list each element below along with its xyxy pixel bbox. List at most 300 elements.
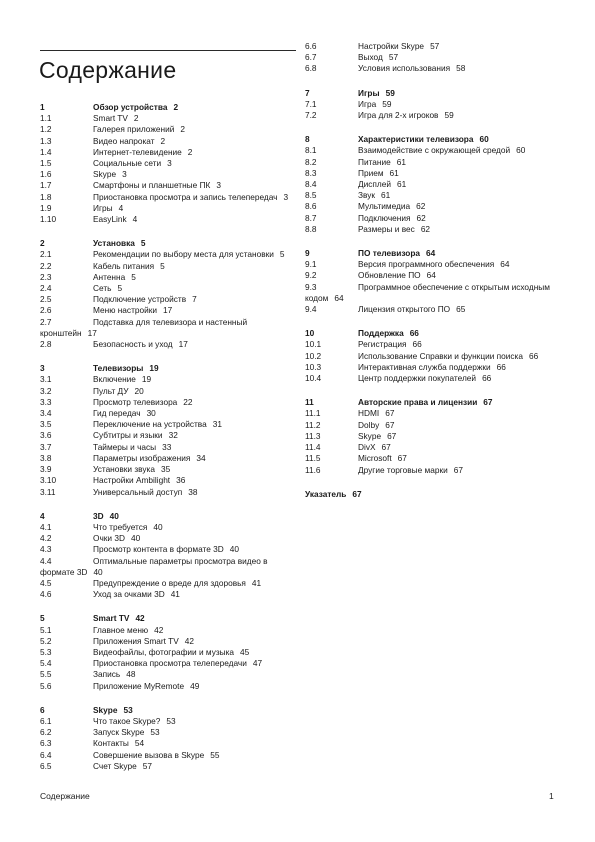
- page-number: 5: [131, 271, 136, 282]
- toc-entry-row[interactable]: [40, 180, 302, 191]
- entry-title: Видеофайлы, фотографии и музыка: [93, 646, 235, 657]
- entry-number: 8.5: [305, 190, 317, 201]
- entry-number: 6.3: [40, 738, 52, 749]
- entry-number: 2.7: [40, 316, 52, 327]
- toc-entry-row[interactable]: [40, 669, 302, 680]
- toc-entry-row[interactable]: [305, 201, 567, 212]
- chapter-number: 9: [305, 248, 310, 259]
- entry-title: Размеры и вес: [358, 223, 415, 234]
- entry-title: Условия использования: [358, 63, 451, 74]
- entry-number: 11.1: [305, 408, 321, 419]
- entry-title: Запуск Skype: [93, 727, 145, 738]
- page-number: 19: [149, 363, 159, 374]
- page-number: 20: [134, 385, 144, 396]
- toc-entry-row[interactable]: [40, 727, 302, 738]
- page-number: 33: [162, 441, 172, 452]
- chapter-title: ПО телевизора: [358, 248, 421, 259]
- toc-entry-row[interactable]: [40, 464, 302, 475]
- toc-entry-row[interactable]: [40, 761, 302, 772]
- entry-title: Интерактивная служба поддержки: [358, 361, 491, 372]
- toc-entry-row[interactable]: [40, 408, 302, 419]
- toc-entry-row[interactable]: [40, 147, 302, 158]
- toc-entry-row[interactable]: [40, 738, 302, 749]
- page-number: 67: [385, 408, 395, 419]
- entry-number: 3.6: [40, 430, 52, 441]
- page-number: 42: [154, 624, 164, 635]
- toc-entry-row[interactable]: [305, 190, 567, 201]
- toc-entry-row[interactable]: [40, 283, 302, 294]
- page-number: 35: [160, 464, 171, 475]
- toc-entry-row[interactable]: [40, 430, 302, 441]
- entry-number: 6.5: [40, 760, 52, 771]
- page-number: 57: [142, 760, 152, 771]
- entry-title: Установки звука: [93, 464, 155, 475]
- entry-number: 4.5: [40, 577, 52, 588]
- page-number: 41: [170, 589, 180, 600]
- entry-number: 5.2: [40, 635, 52, 646]
- chapter-number: 10: [305, 328, 315, 339]
- toc-entry-row[interactable]: [305, 304, 567, 315]
- entry-title: Запись: [93, 669, 121, 680]
- page-number: 64: [334, 292, 344, 303]
- page-number: 67: [483, 397, 493, 408]
- toc-section: [40, 705, 302, 772]
- page-number: 17: [163, 305, 173, 316]
- entry-number: 9.4: [305, 304, 317, 315]
- page-number: 3: [167, 158, 172, 169]
- toc-entry-row[interactable]: [40, 681, 302, 692]
- entry-number: 1.6: [40, 169, 52, 180]
- entry-title: Дисплей: [358, 179, 391, 190]
- page-number: 62: [416, 201, 426, 212]
- toc-chapter-row[interactable]: [305, 328, 567, 339]
- entry-number: 2.3: [40, 271, 52, 282]
- chapter-title: 3D: [93, 510, 104, 521]
- entry-title: Smart TV: [93, 113, 128, 124]
- entry-number: 6.8: [305, 63, 317, 74]
- toc-entry-row[interactable]: [40, 124, 302, 135]
- entry-title: Предупреждение о вреде для здоровья: [93, 577, 246, 588]
- page-number: 62: [416, 212, 426, 223]
- entry-title: DivX: [358, 442, 376, 453]
- entry-title: Сеть: [93, 283, 112, 294]
- toc-entry-row[interactable]: [40, 658, 302, 669]
- toc-entry-row[interactable]: [305, 179, 567, 190]
- page-number: 40: [109, 510, 119, 521]
- entry-title: Регистрация: [358, 339, 407, 350]
- toc-entry-row[interactable]: [40, 203, 302, 214]
- toc-chapter-row[interactable]: [40, 238, 302, 249]
- toc-entry-row[interactable]: [40, 386, 302, 397]
- toc-entry-row[interactable]: [40, 750, 302, 761]
- entry-number: 11.3: [305, 430, 321, 441]
- page-number: 61: [389, 167, 399, 178]
- toc-entry-row[interactable]: [40, 522, 302, 533]
- toc-entry-row[interactable]: [305, 453, 567, 464]
- entry-number: 7.2: [305, 110, 317, 121]
- page-number: 2: [180, 124, 185, 135]
- chapter-number: 2: [40, 238, 45, 249]
- entry-number: 8.6: [305, 201, 317, 212]
- page-number: 53: [166, 715, 176, 726]
- toc-section: [305, 328, 567, 384]
- entry-number: 2.1: [40, 249, 52, 260]
- page-number: 31: [212, 419, 222, 430]
- toc-chapter-row[interactable]: [40, 511, 302, 522]
- entry-title: Центр поддержки покупателей: [358, 373, 477, 384]
- page-number: 59: [382, 98, 392, 109]
- entry-title: Лицензия открытого ПО: [358, 304, 451, 315]
- page-number: 65: [456, 304, 466, 315]
- entry-title: Прием: [358, 167, 384, 178]
- entry-number: 6.1: [40, 715, 52, 726]
- toc-chapter-row[interactable]: [40, 102, 302, 113]
- entry-title: Параметры изображения: [93, 452, 191, 463]
- page-number: 17: [87, 327, 97, 338]
- page-number: 32: [168, 430, 178, 441]
- chapter-title: Обзор устройства: [93, 102, 168, 112]
- toc-entry-row[interactable]: [40, 544, 302, 555]
- toc-entry-row[interactable]: [40, 419, 302, 430]
- toc-chapter-row[interactable]: [40, 705, 302, 716]
- chapter-number: 6: [40, 704, 45, 715]
- toc-entry-row[interactable]: [40, 716, 302, 727]
- chapter-number: 8: [305, 134, 310, 145]
- entry-title: Игра: [358, 98, 377, 109]
- entry-number: 3.7: [40, 441, 52, 452]
- entry-number: 4.6: [40, 589, 52, 600]
- toc-section: [305, 88, 567, 122]
- toc-entry-row[interactable]: [40, 294, 302, 305]
- entry-title: Приложение MyRemote: [93, 680, 185, 691]
- entry-title: Счет Skype: [93, 760, 137, 771]
- entry-title: Безопасность и уход: [93, 339, 173, 350]
- page-number: 67: [381, 442, 391, 453]
- page-number: 2: [173, 102, 179, 112]
- toc-entry-row[interactable]: [40, 397, 302, 408]
- entry-number: 8.1: [305, 145, 317, 156]
- page-number: 36: [176, 475, 186, 486]
- entry-number: 1.2: [40, 124, 52, 135]
- page-number: 30: [146, 408, 156, 419]
- entry-title: Microsoft: [358, 453, 392, 464]
- entry-title: Включение: [93, 374, 136, 385]
- toc-entry-row[interactable]: [305, 259, 567, 270]
- entry-title: Уход за очками 3D: [93, 589, 165, 600]
- toc-entry-row[interactable]: [40, 533, 302, 544]
- toc-section: [305, 397, 567, 475]
- entry-number: 2.6: [40, 305, 52, 316]
- entry-title: Приложения Smart TV: [93, 635, 179, 646]
- page-number: 60: [516, 145, 526, 156]
- title-rule: [40, 50, 296, 51]
- entry-title: Skype: [358, 430, 382, 441]
- toc-section: [40, 102, 302, 225]
- entry-title: Подключения: [358, 212, 411, 223]
- entry-number: 1.8: [40, 191, 52, 202]
- entry-title: Совершение вызова в Skype: [93, 749, 205, 760]
- entry-title: Версия программного обеспечения: [358, 259, 495, 270]
- page-number: 53: [123, 704, 133, 715]
- entry-title: Питание: [358, 156, 391, 167]
- page-number: 47: [252, 658, 263, 669]
- page-number: 67: [352, 488, 362, 499]
- entry-number: 4.4: [40, 555, 52, 566]
- toc-entry-row[interactable]: [40, 249, 302, 260]
- page-number: 3: [122, 169, 127, 180]
- page-number: 60: [479, 134, 489, 145]
- toc-entry-row[interactable]: [40, 305, 302, 316]
- entry-number: 8.2: [305, 156, 317, 167]
- page-number: 53: [150, 727, 160, 738]
- toc-entry-row[interactable]: [40, 442, 302, 453]
- toc-right-column: [305, 41, 567, 500]
- entry-number: 8.4: [305, 179, 317, 190]
- toc-entry-row[interactable]: [40, 647, 302, 658]
- page-number: 58: [456, 63, 466, 74]
- page-number: 67: [397, 453, 407, 464]
- chapter-title: Smart TV: [93, 613, 130, 624]
- entry-number: 11.6: [305, 464, 321, 475]
- entry-title: Звук: [358, 190, 376, 201]
- toc-entry-row[interactable]: [40, 214, 302, 225]
- entry-number: 11.5: [305, 453, 321, 464]
- page-number: 57: [430, 41, 440, 51]
- toc-entry-row[interactable]: [305, 213, 567, 224]
- entry-number: 2.4: [40, 283, 52, 294]
- toc-entry-row[interactable]: [305, 63, 567, 74]
- toc-entry-row[interactable]: [305, 420, 567, 431]
- toc-section: [305, 248, 567, 315]
- entry-number: 1.10: [40, 214, 57, 225]
- toc-chapter-row[interactable]: [305, 88, 567, 99]
- entry-title: Настройки Skype: [358, 41, 425, 51]
- entry-number: 10.2: [305, 350, 322, 361]
- page-number: 49: [190, 680, 200, 691]
- page-number: 40: [130, 533, 141, 544]
- page-number: 55: [210, 749, 220, 760]
- chapter-title: Игры: [358, 87, 380, 98]
- toc-entry-row[interactable]: [40, 158, 302, 169]
- toc-entry-row[interactable]: [305, 282, 567, 304]
- entry-title: Видео напрокат: [93, 135, 155, 146]
- entry-number: 10.1: [305, 339, 322, 350]
- toc-entry-row[interactable]: [40, 487, 302, 498]
- page-number: 5: [160, 260, 165, 271]
- toc-entry-row[interactable]: [40, 589, 302, 600]
- toc-entry-row[interactable]: [305, 442, 567, 453]
- page-number: 67: [385, 419, 395, 430]
- page-number: 62: [420, 223, 431, 234]
- chapter-number: 3: [40, 363, 45, 374]
- entry-number: 8.3: [305, 167, 317, 178]
- page-number: 38: [188, 486, 198, 497]
- toc-entry-row[interactable]: [40, 636, 302, 647]
- entry-title: Контакты: [93, 738, 129, 749]
- toc-entry-row[interactable]: [40, 261, 302, 272]
- toc-section: [305, 41, 567, 75]
- entry-number: 9.1: [305, 259, 317, 270]
- entry-title: Переключение на устройства: [93, 419, 207, 430]
- page-number: 64: [500, 259, 510, 270]
- entry-number: 5.4: [40, 658, 52, 669]
- chapter-title: Поддержка: [358, 328, 404, 339]
- page-number: 61: [397, 179, 407, 190]
- toc-entry-row[interactable]: [305, 270, 567, 281]
- toc-entry-row[interactable]: [305, 41, 567, 52]
- toc-entry-row[interactable]: [305, 157, 567, 168]
- toc-entry-row[interactable]: [305, 168, 567, 179]
- entry-title: HDMI: [358, 408, 380, 419]
- entry-title: Очки 3D: [93, 533, 125, 544]
- page-number: 34: [196, 452, 206, 463]
- entry-number: 10.4: [305, 373, 322, 384]
- entry-number: 3.1: [40, 374, 52, 385]
- page-number: 59: [444, 110, 454, 121]
- entry-number: 3.8: [40, 452, 52, 463]
- toc-entry-row[interactable]: [40, 625, 302, 636]
- toc-section: [40, 511, 302, 601]
- toc-entry-row[interactable]: [305, 145, 567, 156]
- entry-number: 3.11: [40, 486, 56, 497]
- toc-entry-row[interactable]: [305, 52, 567, 63]
- entry-title: Интернет-телевидение: [93, 146, 182, 157]
- page-number: 5: [117, 283, 123, 294]
- toc-entry-row[interactable]: [40, 578, 302, 589]
- entry-title: Кабель питания: [93, 260, 155, 271]
- toc-entry-row[interactable]: [40, 169, 302, 180]
- toc-entry-row[interactable]: [305, 99, 567, 110]
- entry-number: 1.5: [40, 158, 52, 169]
- entry-number: 6.6: [305, 41, 317, 51]
- toc-entry-row[interactable]: [40, 272, 302, 283]
- toc-entry-row[interactable]: [40, 475, 302, 486]
- entry-number: 3.10: [40, 475, 57, 486]
- page-number: 67: [453, 464, 463, 475]
- entry-title: Программное обеспечение с открытым исходным кодом: [305, 281, 550, 303]
- entry-number: 6.7: [305, 52, 317, 63]
- entry-number: 1.3: [40, 135, 52, 146]
- page-number: 17: [178, 339, 188, 350]
- entry-title: Приостановка просмотра и запись телепередач: [93, 191, 278, 202]
- toc-entry-row[interactable]: [40, 136, 302, 147]
- page-number: 67: [387, 430, 397, 441]
- toc-entry-row[interactable]: [305, 339, 567, 350]
- entry-title: Универсальный доступ: [93, 486, 183, 497]
- toc-entry-row[interactable]: [305, 431, 567, 442]
- entry-number: 5.1: [40, 624, 52, 635]
- toc-entry-row[interactable]: [305, 373, 567, 384]
- chapter-title: Телевизоры: [93, 363, 144, 374]
- entry-title: Гид передач: [93, 408, 141, 419]
- toc-entry-row[interactable]: [40, 374, 302, 385]
- toc-entry-row[interactable]: [40, 453, 302, 464]
- footer-page-number: 1: [549, 791, 554, 801]
- page-number: 61: [396, 156, 406, 167]
- toc-chapter-row[interactable]: [305, 248, 567, 259]
- entry-title: Просмотр телевизора: [93, 396, 178, 407]
- entry-number: 6.2: [40, 727, 52, 738]
- toc-chapter-row[interactable]: [40, 613, 302, 624]
- page-number: 22: [183, 396, 193, 407]
- toc-entry-row[interactable]: [40, 339, 302, 350]
- entry-title: Таймеры и часы: [93, 441, 157, 452]
- toc-chapter-row[interactable]: [305, 134, 567, 145]
- entry-title: Антенна: [93, 271, 126, 282]
- page-number: 4: [132, 214, 138, 225]
- entry-number: 4.2: [40, 533, 52, 544]
- toc-entry-row[interactable]: [305, 110, 567, 121]
- entry-number: 4.1: [40, 521, 52, 532]
- entry-number: 3.2: [40, 385, 52, 396]
- chapter-number: 7: [305, 87, 310, 98]
- toc-section: [40, 613, 302, 691]
- toc-entry-row[interactable]: [305, 408, 567, 419]
- entry-number: 5.3: [40, 646, 52, 657]
- toc-entry-row[interactable]: [40, 317, 302, 339]
- toc-index-row[interactable]: [305, 489, 567, 500]
- entry-number: 9.3: [305, 281, 317, 292]
- entry-title: Мультимедиа: [358, 201, 411, 212]
- chapter-title: Авторские права и лицензии: [358, 397, 478, 408]
- entry-title: Настройки Ambilight: [93, 475, 171, 486]
- entry-title: Обновление ПО: [358, 270, 421, 281]
- page-number: 40: [93, 566, 103, 577]
- toc-chapter-row[interactable]: [40, 363, 302, 374]
- toc-section: [305, 134, 567, 235]
- entry-title: Skype: [93, 169, 117, 180]
- chapter-number: 4: [40, 510, 45, 521]
- toc-entry-row[interactable]: [40, 113, 302, 124]
- page-number: 5: [279, 249, 285, 260]
- page-number: 42: [135, 613, 145, 624]
- entry-title: EasyLink: [93, 214, 127, 225]
- entry-number: 2.2: [40, 260, 52, 271]
- entry-number: 7.1: [305, 98, 317, 109]
- entry-title: Пульт ДУ: [93, 385, 129, 396]
- page-number: 64: [426, 270, 436, 281]
- page-number: 48: [126, 669, 136, 680]
- entry-title: Главное меню: [93, 624, 149, 635]
- entry-title: Что требуется: [93, 521, 148, 532]
- page-number: 2: [133, 113, 139, 124]
- entry-number: 2.5: [40, 294, 52, 305]
- page-number: 5: [140, 238, 146, 249]
- entry-title: Меню настройки: [93, 305, 158, 316]
- entry-number: 3.4: [40, 408, 52, 419]
- toc-entry-row[interactable]: [40, 556, 302, 578]
- page-number: 54: [134, 738, 145, 749]
- toc-chapter-row[interactable]: [305, 397, 567, 408]
- page-number: 66: [409, 328, 419, 339]
- page-number: 64: [426, 248, 436, 259]
- toc-entry-row[interactable]: [305, 362, 567, 373]
- toc-entry-row[interactable]: [305, 351, 567, 362]
- page-number: 66: [482, 373, 492, 384]
- page-number: 59: [385, 87, 395, 98]
- toc-entry-row[interactable]: [40, 192, 302, 203]
- chapter-title: Skype: [93, 704, 118, 715]
- entry-title: Субтитры и языки: [93, 430, 163, 441]
- page-number: 42: [184, 635, 194, 646]
- entry-number: 6.4: [40, 749, 52, 760]
- entry-number: 1.9: [40, 202, 52, 213]
- toc-entry-row[interactable]: [305, 224, 567, 235]
- entry-title: Игра для 2-х игроков: [358, 110, 439, 121]
- entry-number: 4.3: [40, 544, 52, 555]
- entry-number: 5.6: [40, 680, 52, 691]
- toc-entry-row[interactable]: [305, 465, 567, 476]
